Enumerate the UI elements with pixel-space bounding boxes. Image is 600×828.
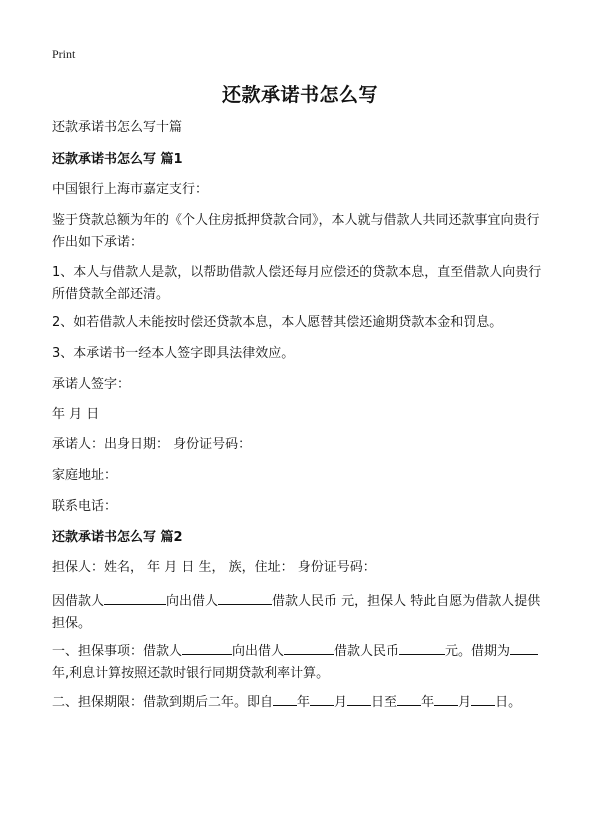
blank-line <box>310 690 334 706</box>
text-fragment: 月 <box>334 695 348 710</box>
commitment-item-1: 1、本人与借款人是款，以帮助借款人偿还每月应偿还的贷款本息，直至借款人向贵行所借贷款全部还清。 <box>52 265 542 302</box>
phone-line: 联系电话： <box>52 499 118 514</box>
addressee: 中国银行上海市嘉定支行： <box>52 182 209 197</box>
blank-line <box>104 589 166 605</box>
intro-paragraph: 鉴于贷款总额为年的《个人住房抵押贷款合同》，本人就与借款人共同还款事宜向贵行作出如下承诺： <box>52 213 540 250</box>
text-fragment: 一、担保事项：借款人 <box>52 644 183 659</box>
text-fragment: 借款人民币 元，担保人 特此自愿为借款人提供担保。 <box>52 594 541 631</box>
blank-line <box>182 639 232 655</box>
print-label[interactable]: Print <box>52 47 76 61</box>
text-fragment: 向出借人 <box>166 594 219 609</box>
blank-line <box>471 690 495 706</box>
blank-line <box>273 690 297 706</box>
blank-line <box>399 639 445 655</box>
text-fragment: 借款人民币 <box>334 644 400 659</box>
text-fragment: 。 <box>508 695 522 710</box>
page-title: 还款承诺书怎么写 <box>221 84 378 106</box>
section-heading-1: 还款承诺书怎么写 篇1 <box>52 152 183 167</box>
text-fragment: 年,利息计算按照还款时银行同期贷款利率计算。 <box>52 666 330 681</box>
guarantee-matter-paragraph <box>52 639 552 685</box>
blank-line <box>218 589 272 605</box>
blank-line <box>347 690 371 706</box>
text-fragment: 二、担保期限：借款到期后二年。即自 <box>52 695 274 710</box>
date-line: 年 月 日 <box>52 407 100 422</box>
document-subtitle: 还款承诺书怎么写十篇 <box>52 120 183 135</box>
signature-line: 承诺人签字： <box>52 377 131 392</box>
promisor-info-line: 承诺人：出身日期： 身份证号码： <box>52 437 252 452</box>
text-fragment: 因借款人 <box>52 594 105 609</box>
text-fragment: 向出借人 <box>232 644 285 659</box>
blank-line <box>510 639 538 655</box>
guarantee-period-paragraph <box>52 690 552 714</box>
commitment-item-2: 2、如若借款人未能按时偿还贷款本息，本人愿替其偿还逾期贷款本金和罚息。 <box>52 315 503 330</box>
guarantor-info-line: 担保人：姓名， 年 月 日 生， 族，住址： 身份证号码： <box>52 560 376 575</box>
guarantee-paragraph <box>52 589 552 635</box>
blank-line <box>397 690 421 706</box>
text-fragment: 月 <box>458 695 472 710</box>
home-address-line: 家庭地址： <box>52 468 118 483</box>
blank-line <box>284 639 334 655</box>
text-fragment: 元。借期为 <box>445 644 511 659</box>
text-fragment: 日 <box>495 695 509 710</box>
section-heading-2: 还款承诺书怎么写 篇2 <box>52 530 183 545</box>
text-fragment: 年 <box>421 695 435 710</box>
blank-line <box>434 690 458 706</box>
text-fragment: 日至 <box>371 695 398 710</box>
text-fragment: 年 <box>297 695 311 710</box>
commitment-item-3: 3、本承诺书一经本人签字即具法律效应。 <box>52 346 295 361</box>
